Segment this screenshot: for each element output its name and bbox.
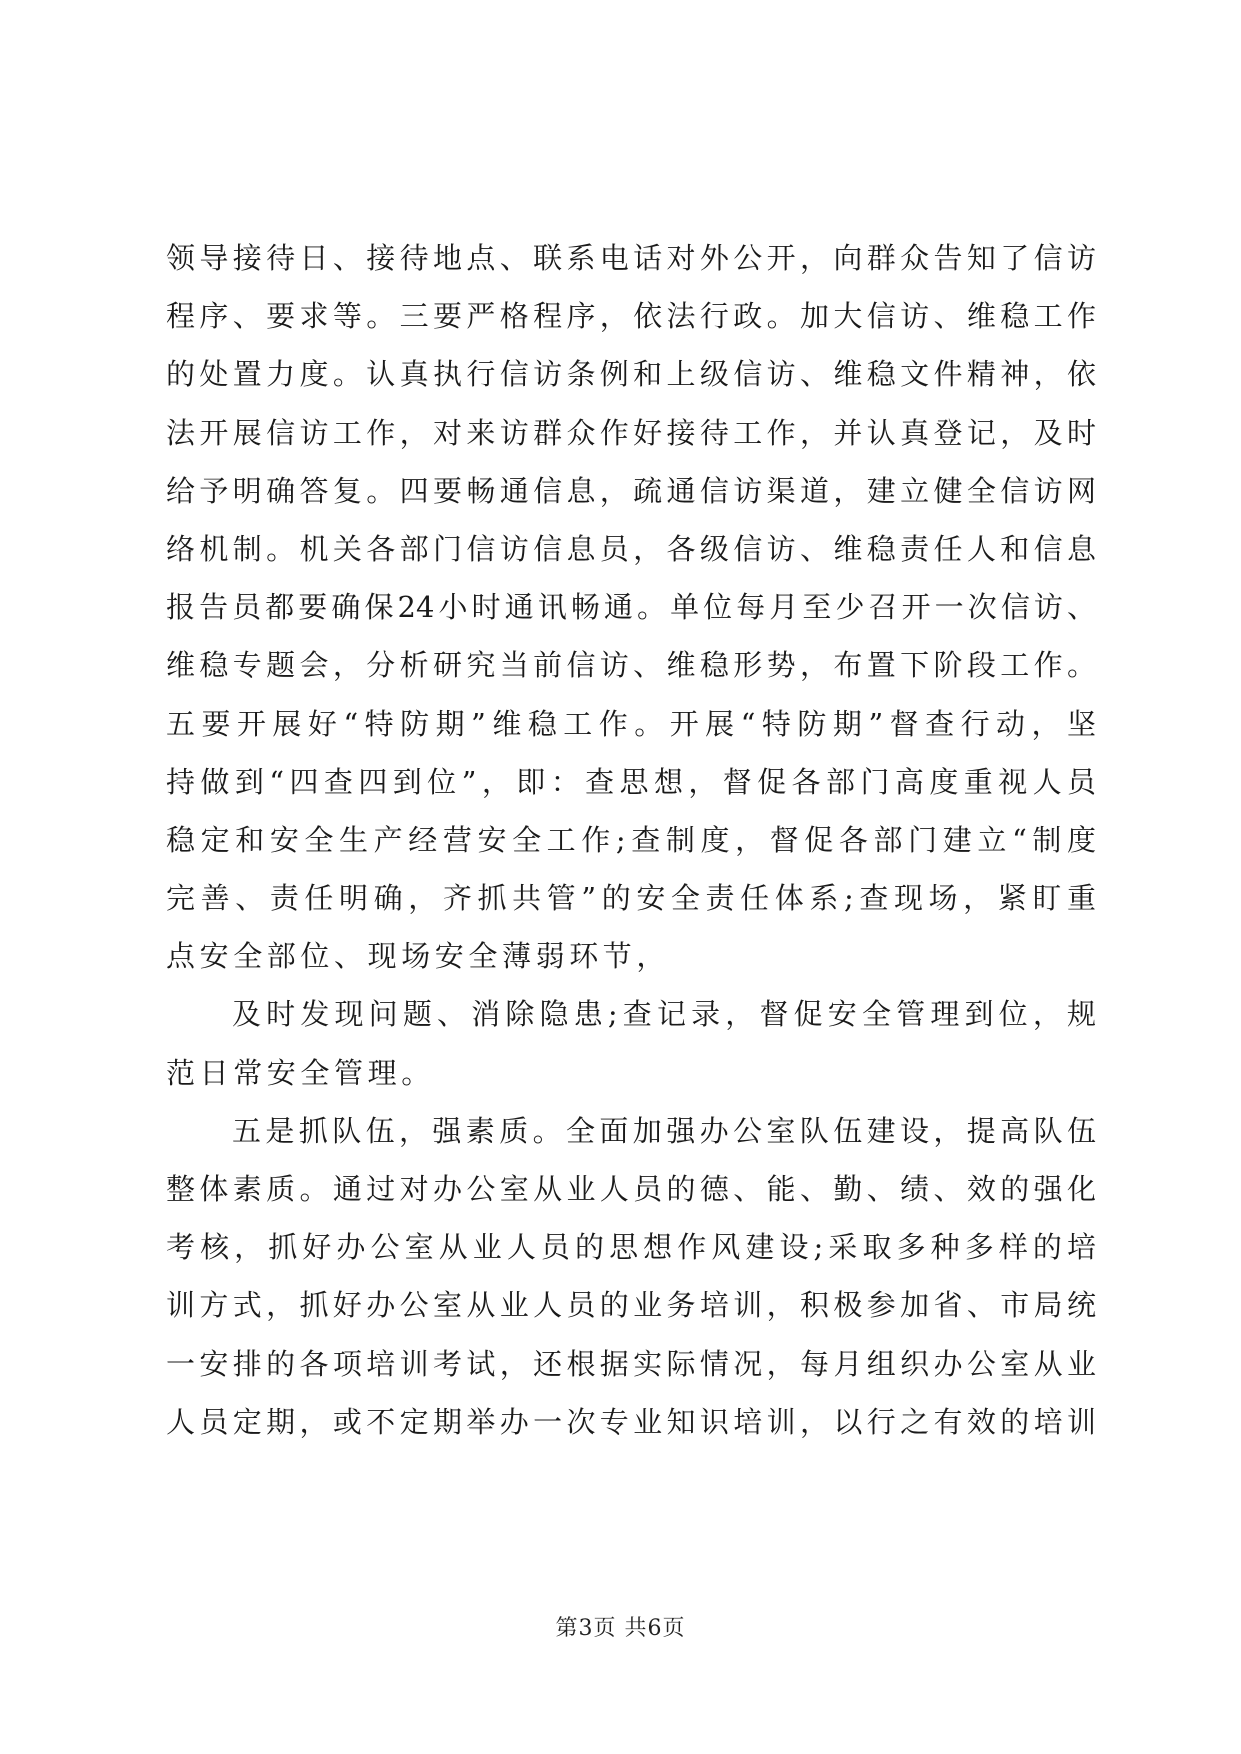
text-line: 给予明确答复。四要畅通信息，疏通信访渠道，建立健全信访网 — [166, 473, 1096, 508]
text-line: 法开展信访工作，对来访群众作好接待工作，并认真登记，及时 — [166, 415, 1096, 450]
text-line: 络机制。机关各部门信访信息员，各级信访、维稳责任人和信息 — [166, 531, 1096, 566]
text-line: 程序、要求等。三要严格程序，依法行政。加大信访、维稳工作 — [166, 299, 1096, 334]
text-line: 的处置力度。认真执行信访条例和上级信访、维稳文件精神，依 — [166, 357, 1096, 392]
text-line: 报告员都要确保24小时通讯畅通。单位每月至少召开一次信访、 — [166, 590, 1096, 625]
text-line: 考核，抓好办公室从业人员的思想作风建设;采取多种多样的培 — [166, 1230, 1096, 1265]
text-line: 维稳专题会，分析研究当前信访、维稳形势，布置下阶段工作。 — [166, 648, 1096, 683]
text-line: 训方式，抓好办公室从业人员的业务培训，积极参加省、市局统 — [166, 1288, 1096, 1323]
text-line: 及时发现问题、消除隐患;查记录，督促安全管理到位，规 — [232, 997, 1096, 1032]
body-text — [166, 229, 1096, 1451]
text-line: 整体素质。通过对办公室从业人员的德、能、勤、绩、效的强化 — [166, 1172, 1096, 1206]
page-number-footer: 第3页 共6页 — [555, 1616, 686, 1641]
text-line: 持做到“四查四到位”，即：查思想，督促各部门高度重视人员 — [166, 764, 1096, 799]
text-line: 领导接待日、接待地点、联系电话对外公开，向群众告知了信访 — [166, 241, 1096, 275]
text-line: 五是抓队伍，强素质。全面加强办公室队伍建设，提高队伍 — [232, 1113, 1096, 1148]
text-line: 人员定期，或不定期举办一次专业知识培训，以行之有效的培训 — [166, 1404, 1096, 1439]
text-line: 点安全部位、现场安全薄弱环节， — [166, 939, 671, 974]
text-line: 五要开展好“特防期”维稳工作。开展“特防期”督查行动，坚 — [166, 706, 1096, 741]
text-line: 一安排的各项培训考试，还根据实际情况，每月组织办公室从业 — [166, 1346, 1096, 1381]
text-line: 稳定和安全生产经营安全工作;查制度，督促各部门建立“制度 — [166, 822, 1096, 857]
text-line: 范日常安全管理。 — [166, 1055, 435, 1090]
text-line: 完善、责任明确，齐抓共管”的安全责任体系;查现场，紧盯重 — [166, 881, 1096, 916]
